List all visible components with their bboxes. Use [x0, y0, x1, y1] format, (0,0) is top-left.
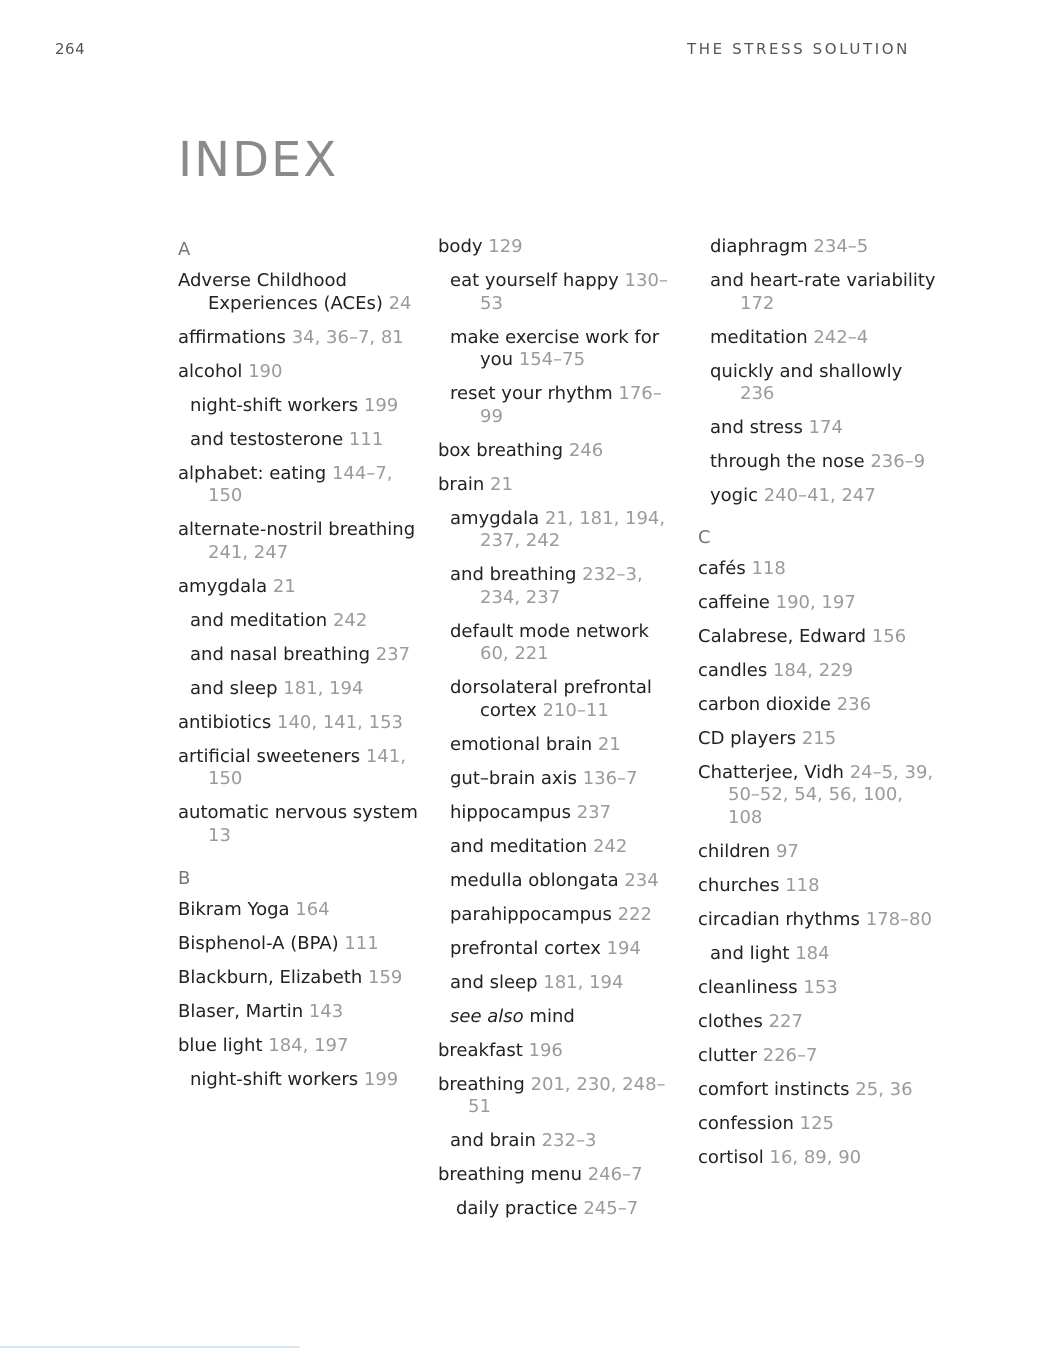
page-references: 184, 229 [772, 659, 854, 681]
index-subentry [450, 564, 678, 609]
page-references: 144–7, 150 [208, 462, 393, 506]
page-references: 129 [488, 236, 523, 257]
page-references: 190 [248, 360, 283, 382]
index-subentry [190, 644, 418, 667]
index-entry [178, 967, 418, 990]
page-references: 143 [308, 1001, 344, 1022]
index-column-3 [698, 236, 938, 1181]
index-term: cortisol [698, 1146, 764, 1168]
index-subentry [450, 768, 678, 791]
page-references: 176–99 [480, 383, 662, 427]
running-title: THE STRESS SOLUTION [686, 40, 910, 58]
page-references: 201, 230, 248–51 [468, 1073, 666, 1117]
page-references: 232–3, 234, 237 [480, 564, 643, 608]
index-subentry [450, 1006, 678, 1029]
index-term: diaphragm [710, 236, 808, 257]
index-subentry [710, 236, 938, 259]
index-term: clutter [698, 1044, 757, 1066]
index-entry [698, 1113, 938, 1136]
index-column-1 [178, 236, 418, 1103]
index-term: default mode network [450, 620, 649, 642]
index-term: Adverse Childhood Experiences (ACEs) [178, 270, 383, 314]
index-term: artificial sweeteners [178, 745, 361, 767]
page-references: 246 [568, 439, 604, 461]
index-entry [698, 875, 938, 898]
page-references: 242 [332, 609, 368, 631]
index-term: daily practice [456, 1198, 578, 1219]
index-term: confession [698, 1112, 794, 1134]
index-term: and meditation [190, 609, 328, 631]
page-references: 184 [795, 942, 830, 964]
index-term: and sleep [190, 677, 278, 699]
index-subentry [450, 870, 678, 893]
page-references: 246–7 [587, 1164, 643, 1185]
index-entry [698, 1147, 938, 1170]
index-term: cafés [698, 557, 746, 579]
index-column-2 [438, 236, 678, 1232]
index-entry [698, 1079, 938, 1102]
index-term: alternate-nostril breathing [178, 519, 416, 540]
index-term: carbon dioxide [698, 693, 831, 715]
index-subentry [450, 677, 678, 722]
index-term: night-shift workers [190, 394, 359, 416]
page-references: 199 [363, 1069, 399, 1090]
index-entry [178, 712, 418, 735]
index-subentry [456, 1198, 678, 1221]
index-entry [698, 592, 938, 615]
index-subentry [450, 802, 678, 825]
index-entry [178, 899, 418, 922]
index-subentry [190, 395, 418, 418]
page-references: 159 [368, 967, 403, 988]
index-term: breakfast [438, 1039, 523, 1061]
page-references: 210–11 [542, 699, 609, 721]
page-references: 184, 197 [268, 1035, 349, 1056]
page-references: 34, 36–7, 81 [291, 326, 404, 348]
page-references: 237 [576, 801, 612, 823]
index-term: reset your rhythm [450, 383, 613, 404]
page-references: 21 [490, 473, 513, 495]
index-subentry [710, 485, 938, 508]
see-also-label: see also [450, 1005, 524, 1027]
index-subentry [190, 429, 418, 452]
index-term: yogic [710, 485, 758, 506]
page-references: 154–75 [518, 349, 586, 370]
page-references: 199 [363, 394, 399, 416]
page-references: 118 [751, 557, 786, 579]
index-term: Chatterjee, Vidh [698, 761, 844, 783]
page-references: 24 [388, 292, 412, 314]
page-references: 245–7 [583, 1198, 639, 1219]
index-term: and brain [450, 1130, 536, 1151]
index-term: mind [529, 1005, 575, 1027]
index-subentry [710, 417, 938, 440]
index-term: Calabrese, Edward [698, 625, 867, 647]
page-number: 264 [55, 40, 86, 58]
index-subentry [190, 678, 418, 701]
index-subentry [450, 734, 678, 757]
index-entry [698, 841, 938, 864]
index-term: blue light [178, 1035, 263, 1056]
page-references: 236–9 [870, 451, 926, 472]
index-term: eat yourself happy [450, 270, 619, 291]
page-references: 222 [617, 903, 652, 925]
index-term: Blackburn, Elizabeth [178, 967, 363, 988]
index-term: prefrontal cortex [450, 937, 601, 959]
index-term: circadian rhythms [698, 908, 860, 930]
index-entry [698, 909, 938, 932]
index-entry [698, 762, 938, 830]
page-references: 236 [836, 693, 872, 715]
page-references: 227 [768, 1010, 803, 1032]
page-references: 111 [348, 428, 384, 450]
section-letter: A [178, 239, 191, 260]
index-entry [698, 1011, 938, 1034]
page-references: 156 [871, 625, 907, 647]
page-references: 140, 141, 153 [277, 711, 403, 733]
index-subentry [450, 383, 678, 428]
index-term: parahippocampus [450, 903, 612, 925]
index-entry [438, 440, 678, 463]
page-references: 242–4 [813, 326, 869, 348]
index-term: brain [438, 473, 485, 495]
index-entry [438, 236, 678, 259]
index-term: CD players [698, 727, 797, 749]
index-subentry [710, 451, 938, 474]
index-entry [178, 1035, 418, 1058]
page-references: 21 [272, 575, 296, 597]
index-term: body [438, 236, 483, 257]
index-term: Blaser, Martin [178, 1001, 304, 1022]
index-term: quickly and shallowly [710, 360, 903, 382]
index-entry [178, 746, 418, 791]
index-term: cleanliness [698, 976, 798, 998]
index-subentry [450, 938, 678, 961]
page-references: 153 [803, 976, 838, 998]
index-term: emotional brain [450, 733, 593, 755]
index-term: night-shift workers [190, 1069, 359, 1090]
page-references: 130–53 [480, 270, 668, 314]
page-references: 111 [344, 933, 379, 954]
index-subentry [450, 327, 678, 372]
index-term: meditation [710, 326, 808, 348]
index-term: and nasal breathing [190, 643, 370, 665]
page-references: 181, 194 [283, 677, 364, 699]
index-term: comfort instincts [698, 1078, 850, 1100]
index-entry [438, 1074, 678, 1119]
index-subentry [450, 1130, 678, 1153]
index-entry [698, 728, 938, 751]
page-references: 181, 194 [543, 971, 624, 993]
page-references: 242 [592, 835, 628, 857]
index-term: alphabet: eating [178, 462, 327, 484]
page-references: 194 [606, 937, 641, 959]
page-references: 13 [208, 824, 231, 846]
index-term: and breathing [450, 564, 577, 585]
index-entry [698, 626, 938, 649]
index-term: and meditation [450, 835, 588, 857]
page-references: 178–80 [865, 908, 932, 930]
index-term: and light [710, 942, 790, 964]
index-term: and testosterone [190, 428, 344, 450]
index-term: through the nose [710, 451, 865, 472]
page-references: 25, 36 [855, 1078, 913, 1100]
page-references: 164 [295, 899, 330, 920]
index-subentry [710, 270, 938, 315]
index-subentry [450, 972, 678, 995]
page-references: 174 [808, 417, 843, 438]
index-entry [178, 576, 418, 599]
page-references: 241, 247 [208, 541, 289, 563]
index-entry [698, 660, 938, 683]
page-references: 226–7 [762, 1044, 818, 1066]
index-entry [178, 519, 418, 564]
index-subentry [450, 904, 678, 927]
index-term: caffeine [698, 591, 770, 613]
page-references: 16, 89, 90 [769, 1146, 862, 1168]
page-references: 234–5 [813, 236, 869, 257]
index-term: box breathing [438, 439, 564, 461]
index-subentry [450, 836, 678, 859]
index-term: and heart-rate variability [710, 270, 936, 291]
index-entry [178, 463, 418, 508]
index-term: antibiotics [178, 711, 272, 733]
index-term: amygdala [178, 575, 268, 597]
index-subentry [450, 508, 678, 553]
index-term: and sleep [450, 971, 538, 993]
page-references: 240–41, 247 [763, 485, 876, 506]
index-entry [698, 977, 938, 1000]
page-references: 60, 221 [480, 643, 549, 664]
page-title: INDEX [178, 132, 339, 188]
index-term: churches [698, 874, 780, 896]
index-entry [438, 474, 678, 497]
index-subentry [710, 943, 938, 966]
index-entry [698, 1045, 938, 1068]
page-references: 215 [801, 727, 837, 749]
page-references: 236 [740, 383, 775, 404]
index-subentry [450, 270, 678, 315]
index-subentry [710, 361, 938, 406]
index-entry [178, 802, 418, 847]
index-subentry [190, 1069, 418, 1092]
page-references: 125 [799, 1112, 834, 1134]
page-references: 118 [785, 874, 820, 896]
page-references: 24–5, 39, 50–52, 54, 56, 100, 108 [728, 761, 934, 828]
index-term: medulla oblongata [450, 869, 619, 891]
index-term: breathing [438, 1073, 525, 1095]
index-subentry [710, 327, 938, 350]
index-term: Bisphenol-A (BPA) [178, 933, 339, 954]
section-letter: B [178, 868, 191, 889]
index-term: candles [698, 659, 768, 681]
index-entry [698, 694, 938, 717]
index-term: children [698, 840, 771, 862]
index-entry [178, 270, 418, 315]
index-term: dorsolateral prefrontal cortex [450, 677, 652, 721]
index-term: and stress [710, 417, 803, 438]
index-subentry [190, 610, 418, 633]
index-term: alcohol [178, 360, 243, 382]
index-term: Bikram Yoga [178, 899, 290, 920]
page-references: 97 [775, 840, 799, 862]
page-references: 136–7 [582, 767, 638, 789]
page-references: 141, 150 [208, 745, 406, 789]
page-references: 237 [375, 643, 411, 665]
index-term: amygdala [450, 507, 540, 529]
section-letter: C [698, 526, 711, 548]
index-entry [698, 558, 938, 581]
index-term: breathing menu [438, 1164, 582, 1185]
page-references: 190, 197 [775, 591, 856, 613]
page-references: 232–3 [541, 1130, 597, 1151]
index-entry [438, 1040, 678, 1063]
page-references: 172 [740, 292, 775, 314]
index-term: automatic nervous system [178, 802, 418, 823]
index-entry [178, 361, 418, 384]
index-term: affirmations [178, 326, 286, 348]
index-entry [438, 1164, 678, 1187]
page-references: 21 [597, 733, 621, 755]
index-term: make exercise work for you [450, 326, 660, 370]
page-references: 21, 181, 194, 237, 242 [480, 507, 666, 551]
index-entry [178, 327, 418, 350]
page-references: 196 [528, 1039, 563, 1061]
index-term: hippocampus [450, 801, 571, 823]
index-subentry [450, 621, 678, 666]
index-entry [178, 1001, 418, 1024]
index-term: clothes [698, 1010, 763, 1032]
index-term: gut–brain axis [450, 767, 577, 789]
index-entry [178, 933, 418, 956]
page-references: 234 [624, 869, 659, 891]
